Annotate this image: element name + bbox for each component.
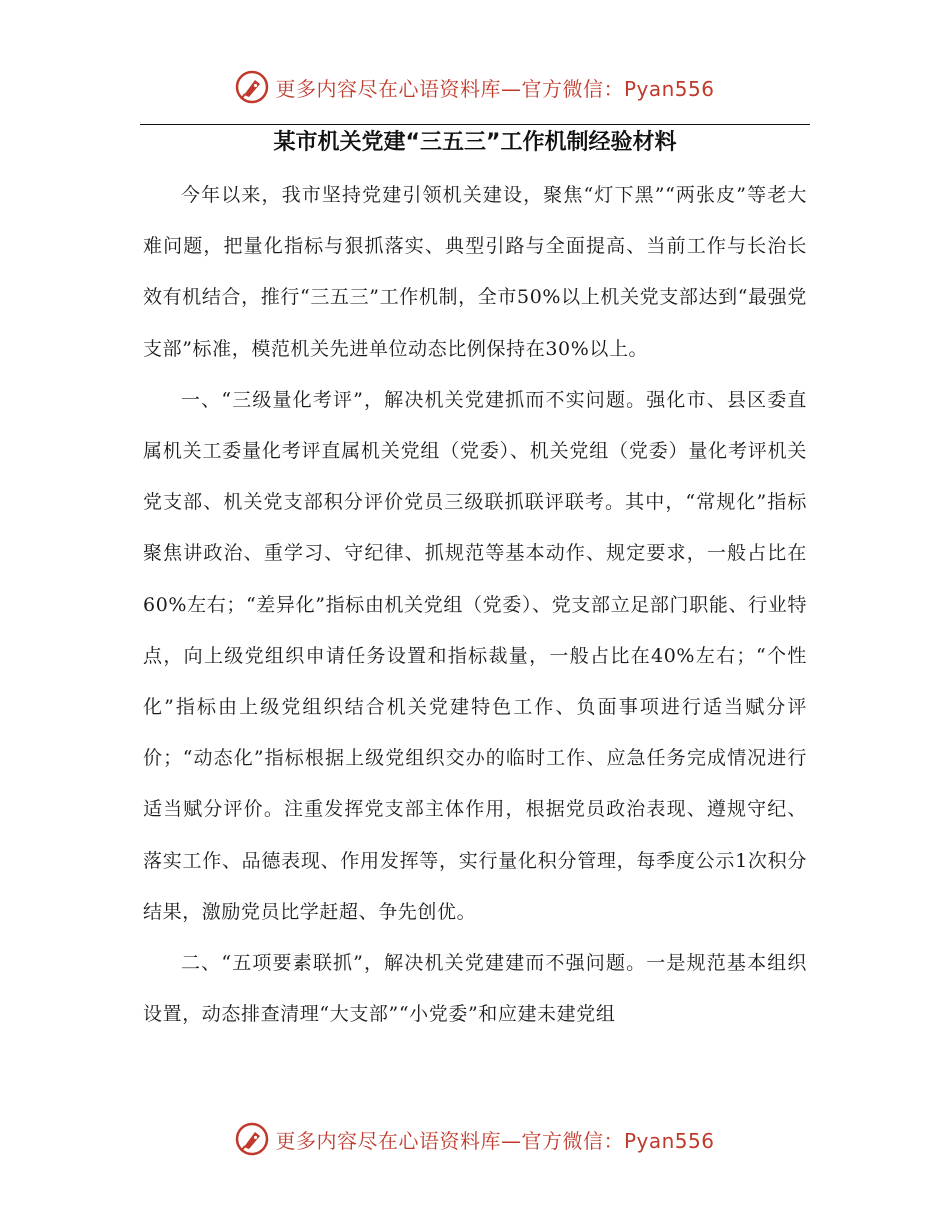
header-banner-text: 更多内容尽在心语资料库—官方微信：Pyan556 (275, 76, 715, 101)
pen-nib-icon (235, 70, 269, 104)
footer-banner (0, 1122, 950, 1156)
paragraph-intro: 今年以来，我市坚持党建引领机关建设，聚焦“灯下黑”“两张皮”等老大难问题，把量化指标与狠抓落实、典型引路与全面提高、当前工作与长治长效有机结合，推行“三五三”工作机制，全市50%以上机关党支部达到“最强党支部”标准，模范机关先进单位动态比例保持在30%以上。 (143, 184, 807, 360)
header-banner (0, 70, 950, 104)
header-divider (140, 124, 810, 125)
footer-banner-text: 更多内容尽在心语资料库—官方微信：Pyan556 (275, 1128, 715, 1153)
paragraph-section-two: 二、“五项要素联抓”，解决机关党建建而不强问题。一是规范基本组织设置，动态排查清理“大支部”“小党委”和应建未建党组 (143, 952, 807, 1026)
pen-nib-icon (235, 1122, 269, 1156)
document-body (143, 170, 807, 1040)
document-title: 某市机关党建“三五三”工作机制经验材料 (273, 130, 677, 155)
paragraph-section-one: 一、“三级量化考评”，解决机关党建抓而不实问题。强化市、县区委直属机关工委量化考评直属机关党组（党委）、机关党组（党委）量化考评机关党支部、机关党支部积分评价党员三级联抓联评联考。其中，“常规化”指标聚焦讲政治、重学习、守纪律、抓规范等基本动作、规定要求，一般占比在60%左右；“差异化”指标由机关党组（党委）、党支部立足部门职能、行业特点，向上级党组织申请任务设置和指标裁量，一般占比在40%左右；“个性化”指标由上级党组织结合机关党建特色工作、负面事项进行适当赋分评价；“动态化”指标根据上级党组织交办的临时工作、应急任务完成情况进行适当赋分评价。注重发挥党支部主体作用，根据党员政治表现、遵规守纪、落实工作、品德表现、作用发挥等，实行量化积分管理，每季度公示1次积分结果，激励党员比学赶超、争先创优。 (143, 388, 807, 923)
